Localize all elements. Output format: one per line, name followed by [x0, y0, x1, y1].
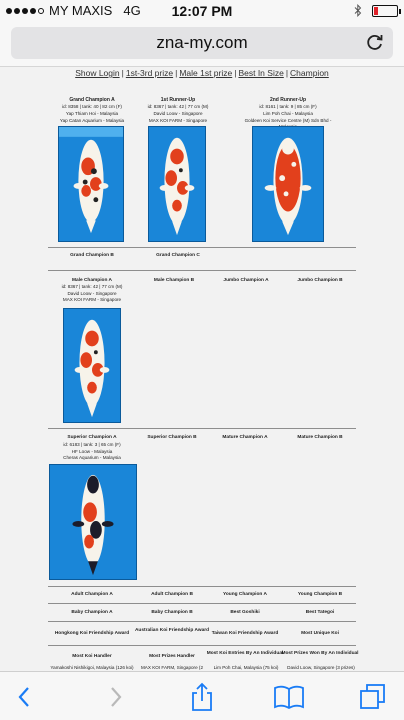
- nav-link-champion[interactable]: Champion: [290, 68, 329, 78]
- winner-owner: HF Loow - Malaysia: [71, 448, 113, 454]
- carrier-name: MY MAXIS: [49, 3, 113, 18]
- category-most-prizes-handler: Most Prizes Handler: [149, 654, 195, 659]
- winner-dealer: Goldeen Koi Service Centre (M) Sdn Bhd -: [244, 117, 332, 123]
- winner-male-champion-a: [48, 284, 136, 304]
- winner-dealer: MAX KOI FARM - Singapore: [148, 117, 208, 123]
- status-time: 12:07 PM: [171, 3, 233, 19]
- category-most-unique-koi: Most Unique Koi: [301, 631, 339, 636]
- winner-owner: Yap Thiam Hoi - Malaysia: [65, 110, 119, 116]
- koi-photo-male-champion-a[interactable]: [63, 308, 121, 423]
- winner-entry-info: id: 8367 | tank: 42 | 77 cm (M): [61, 284, 123, 289]
- tabs-icon: [358, 682, 388, 712]
- winner-grand-champion-a: [48, 97, 136, 124]
- category-australian-friendship-award: Australian Koi Friendship Award: [134, 628, 210, 633]
- browser-toolbar: [0, 671, 404, 720]
- category-male-champion-b: Male Champion B: [153, 278, 195, 283]
- winner-title: Grand Champion A: [69, 97, 115, 103]
- category-mature-champion-b: Mature Champion B: [297, 435, 343, 440]
- category-best-goshiki: Best Goshiki: [230, 610, 260, 615]
- back-button[interactable]: [10, 682, 40, 712]
- book-icon: [272, 682, 306, 712]
- winner-owner: David Loow - Singapore: [67, 290, 117, 296]
- prize-navigation: Show Login | 1st-3rd prize | Male 1st prize | Best In Size | Champion: [75, 68, 329, 78]
- category-superior-champion-b: Superior Champion B: [147, 435, 197, 440]
- nav-link-male-1st-prize[interactable]: Male 1st prize: [179, 68, 233, 78]
- winner-title: 1st Runner-Up: [160, 97, 196, 103]
- category-hongkong-friendship-award: Hongkong Koi Friendship Award: [54, 631, 130, 636]
- web-page: [0, 67, 404, 671]
- award-value: MAX KOI FARM, Singapore (2: [140, 665, 204, 670]
- category-adult-champion-a: Adult Champion A: [71, 592, 113, 597]
- winner-1st-runner-up: [134, 97, 222, 124]
- share-button[interactable]: [187, 682, 217, 712]
- address-bar[interactable]: [11, 27, 393, 59]
- award-value: Lim Poh Chai, Malaysia (75 koi): [213, 665, 279, 670]
- category-grand-champion-b: Grand Champion B: [70, 253, 114, 258]
- category-jumbo-champion-a: Jumbo Champion A: [223, 278, 269, 283]
- nav-link-1st-3rd-prize[interactable]: 1st-3rd prize: [125, 68, 174, 78]
- bookmarks-button[interactable]: [272, 682, 306, 712]
- network-type: 4G: [123, 3, 141, 18]
- winner-title: 2nd Runner-Up: [269, 97, 307, 103]
- category-young-champion-b: Young Champion B: [297, 592, 343, 597]
- row-divider: [48, 586, 356, 587]
- winner-entry-info: id: 8358 | tank: 40 | 82 cm (F): [62, 104, 122, 110]
- chevron-left-icon: [10, 682, 40, 712]
- category-most-prizes-individual: Most Prizes Won By An Individual: [281, 651, 359, 656]
- category-young-champion-a: Young Champion A: [223, 592, 267, 597]
- winner-entry-info: id: 6183 | tank: 3 | 65 cm (F): [63, 442, 121, 447]
- tabs-button[interactable]: [358, 682, 388, 712]
- category-most-koi-handler: Most Koi Handler: [72, 654, 112, 659]
- winner-superior-champion-a: [48, 442, 136, 462]
- winner-entry-info: id: 8161 | tank: 9 | 85 cm (F): [259, 104, 317, 110]
- forward-button[interactable]: [100, 682, 130, 712]
- row-divider: [48, 603, 356, 604]
- category-taiwan-friendship-award: Taiwan Koi Friendship Award: [211, 631, 279, 636]
- share-icon: [187, 682, 217, 712]
- status-right: [354, 4, 398, 17]
- bluetooth-icon: [354, 4, 362, 17]
- category-mature-champion-a: Mature Champion A: [222, 435, 268, 440]
- row-divider: [48, 270, 356, 271]
- category-adult-champion-b: Adult Champion B: [151, 592, 193, 597]
- winner-entry-info: id: 8367 | tank: 42 | 77 cm (M): [147, 104, 209, 110]
- winner-dealer: Cheras Aquarium - Malaysia: [63, 455, 121, 461]
- koi-photo-grand-champion-a[interactable]: [58, 126, 124, 242]
- reload-icon[interactable]: [365, 32, 385, 52]
- battery-icon: [372, 5, 398, 17]
- row-divider: [48, 428, 356, 429]
- status-bar: [0, 0, 404, 22]
- chevron-right-icon: [100, 682, 130, 712]
- koi-photo-superior-champion-a[interactable]: [49, 464, 137, 580]
- nav-link-best-in-size[interactable]: Best In Size: [238, 68, 284, 78]
- category-jumbo-champion-b: Jumbo Champion B: [297, 278, 343, 283]
- koi-photo-2nd-runner-up[interactable]: [252, 126, 324, 242]
- category-grand-champion-c: Grand Champion C: [156, 253, 200, 258]
- category-best-tategoi: Best Tategoi: [305, 610, 335, 615]
- row-divider: [48, 645, 356, 646]
- row-divider: [48, 621, 356, 622]
- winner-owner: Lim Poh Chai - Malaysia: [263, 110, 313, 116]
- row-divider: [48, 247, 356, 248]
- category-superior-champion-a: Superior Champion A: [67, 435, 117, 440]
- winner-owner: David Loow - Singapore: [153, 110, 203, 116]
- url-text: zna-my.com: [156, 33, 248, 52]
- category-baby-champion-a: Baby Champion A: [71, 610, 113, 615]
- category-baby-champion-b: Baby Champion B: [151, 610, 193, 615]
- award-value: David Loow, Singapore (3 prizes): [287, 665, 355, 670]
- nav-link-show-login[interactable]: Show Login: [75, 68, 120, 78]
- winner-dealer: Yap Catan Aquarium - Malaysia: [59, 117, 125, 123]
- award-value: Yamakoshi Nishikigoi, Malaysia (126 koi): [50, 665, 134, 670]
- category-most-entries-individual: Most Koi Entries By An Individual: [206, 651, 284, 656]
- winner-dealer: MAX KOI FARM - Singapore: [62, 297, 122, 303]
- category-male-champion-a: Male Champion A: [71, 278, 113, 283]
- koi-photo-1st-runner-up[interactable]: [148, 126, 206, 242]
